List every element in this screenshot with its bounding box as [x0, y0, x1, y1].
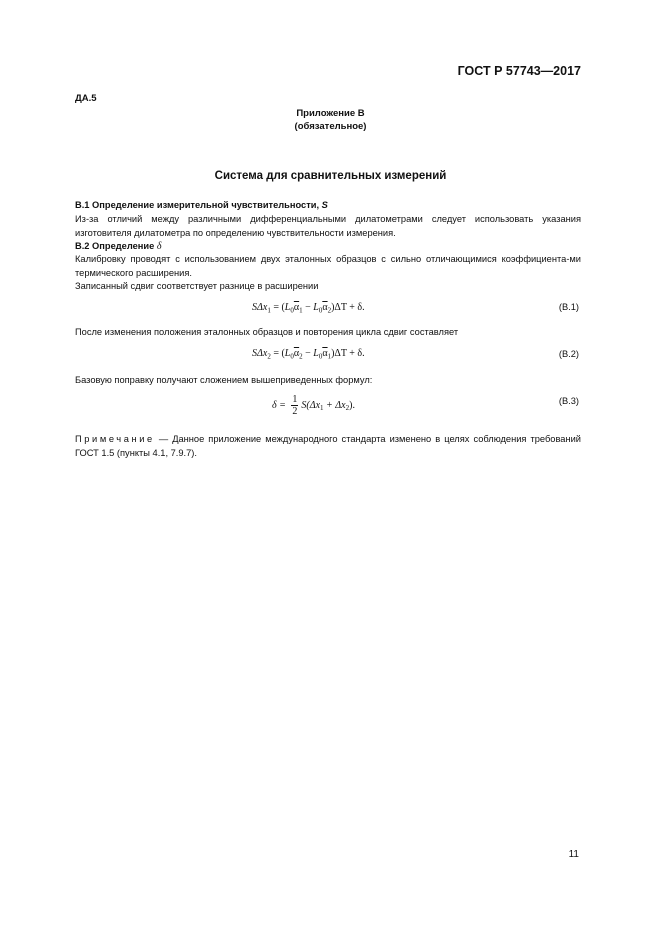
- eq1-l1: L: [284, 302, 291, 313]
- appendix-title: Приложение В: [296, 108, 365, 119]
- standard-number: ГОСТ Р 57743—2017: [457, 64, 581, 78]
- note-paragraph: [75, 433, 581, 460]
- eq1-a2: $\overline{\alpha}$: [322, 302, 328, 313]
- eq3-lhs: δ =: [272, 399, 286, 411]
- page-number: 11: [568, 849, 579, 860]
- eq3-rhs-sub1: 1: [320, 404, 324, 413]
- eq1-a1-sub: 1: [299, 306, 303, 315]
- eq1-minus: −: [302, 302, 314, 313]
- note-label: Примечание: [75, 434, 155, 444]
- eq3-rhs-b: + Δx: [323, 399, 346, 411]
- b1-heading-symbol: S: [321, 200, 328, 210]
- eq1-a1: $\overline{\alpha}$: [293, 302, 300, 313]
- eq2-a2: $\overline{\alpha}$: [322, 348, 328, 359]
- b2-paragraph-2: [75, 280, 581, 294]
- b2-paragraph-4: [75, 374, 581, 388]
- b2-text-2: Записанный сдвиг соответствует разнице в расширении: [75, 281, 319, 291]
- section-b1-heading: [75, 199, 581, 213]
- b2-text-4: Базовую поправку получают сложением вышеприведенных формул:: [75, 375, 373, 385]
- b2-heading-symbol: δ: [156, 241, 162, 252]
- eq2-l2: L: [313, 348, 319, 359]
- equation-b3-number: (В.3): [558, 396, 579, 406]
- b2-heading-text: В.2 Определение: [75, 241, 157, 251]
- equation-b2: [252, 348, 365, 360]
- section-b2-heading: [75, 240, 581, 254]
- equation-b1-number: (В.1): [558, 302, 579, 312]
- appendix-status: (обязательное): [294, 121, 367, 132]
- eq3-rhs-sub2: 2: [345, 404, 350, 413]
- eq2-a1-sub: 2: [299, 352, 303, 361]
- eq2-l1: L: [284, 348, 291, 359]
- eq1-l2-sub: 0: [318, 306, 323, 315]
- eq3-rhs-a: S(Δx: [301, 399, 321, 411]
- equation-b2-number: (В.2): [558, 349, 579, 359]
- eq1-eq: = (: [270, 302, 285, 313]
- b1-paragraph: [75, 213, 581, 240]
- b2-text-1: Калибровку проводят с использованием двух эталонных образцов с сильно отличающимися коэффициента-ми термического расширения.: [75, 254, 581, 278]
- eq1-l2: L: [313, 302, 319, 313]
- eq3-fraction-denominator: 2: [292, 406, 298, 417]
- b2-paragraph-1: [75, 253, 581, 280]
- eq2-lhs: SΔx: [252, 348, 268, 359]
- note-text: — Данное приложение международного стандарта изменено в целях соблюдения требований ГОСТ 1.5 (пункты 4.1, 7.9.7).: [75, 434, 581, 458]
- eq2-l2-sub: 0: [318, 352, 323, 361]
- b1-heading-text: В.1 Определение измерительной чувствительности,: [75, 200, 322, 210]
- eq2-rhs: )ΔT + δ.: [331, 348, 365, 359]
- eq1-lhs: SΔx: [252, 302, 268, 313]
- eq1-l1-sub: 0: [290, 306, 294, 315]
- b2-paragraph-3: [75, 326, 581, 340]
- eq3-fraction-numerator: 1: [292, 394, 298, 405]
- equation-b1: [252, 302, 365, 314]
- eq3-fraction: [291, 394, 298, 417]
- b1-text: Из-за отличий между различными дифференциальными дилатометрами следует использовать указания изготовителя дилатометра по определению чувствительности измерения.: [75, 214, 581, 238]
- equation-b3: [272, 394, 355, 417]
- eq2-a1: $\overline{\alpha}$: [293, 348, 300, 359]
- eq2-a2-sub: 1: [327, 352, 332, 361]
- eq1-lhs-sub: 1: [267, 306, 271, 315]
- eq1-rhs: )ΔT + δ.: [331, 302, 365, 313]
- eq1-a2-sub: 2: [327, 306, 332, 315]
- eq2-l1-sub: 0: [290, 352, 294, 361]
- eq2-minus: −: [302, 348, 314, 359]
- b2-text-3: После изменения положения эталонных образцов и повторения цикла сдвиг составляет: [75, 327, 459, 337]
- eq2-eq: = (: [270, 348, 285, 359]
- eq2-lhs-sub: 2: [267, 352, 271, 361]
- document-title: Система для сравнительных измерений: [214, 170, 447, 182]
- eq3-rhs-c: ).: [349, 399, 355, 411]
- section-marker: ДА.5: [75, 93, 97, 104]
